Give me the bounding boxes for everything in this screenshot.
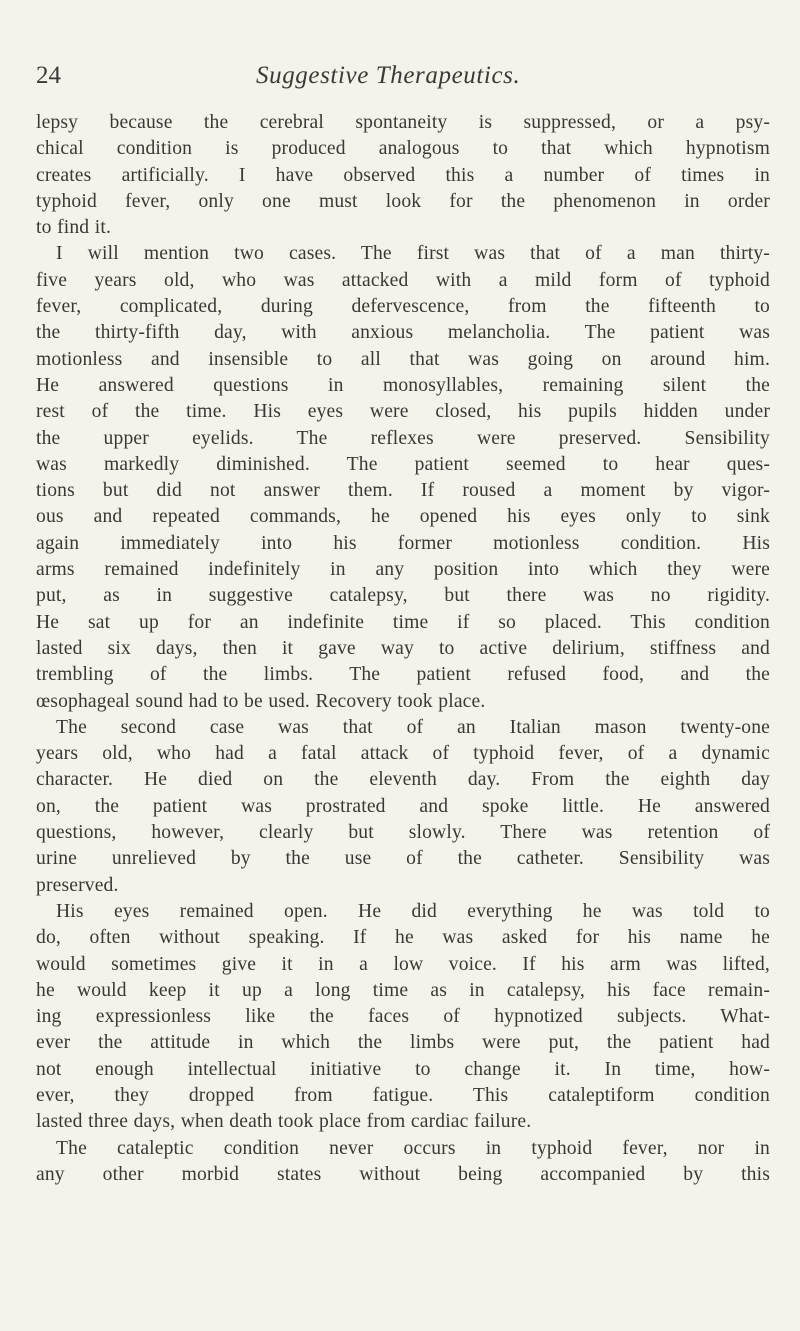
text-line: ever the attitude in which the limbs were put, the patient had — [36, 1032, 770, 1054]
text-line: His eyes remained open. He did everything he was told to — [56, 900, 770, 922]
text-line: He answered questions in monosyllables, remaining silent the — [36, 374, 770, 396]
text-line: lasted three days, when death took place from cardiac failure. — [36, 1111, 532, 1133]
text-line: he would keep it up a long time as in catalepsy, his face remain- — [36, 979, 770, 1001]
text-line: again immediately into his former motionless condition. His — [36, 532, 770, 554]
text-line: would sometimes give it in a low voice. If his arm was lifted, — [36, 953, 770, 975]
text-line: typhoid fever, only one must look for the phenomenon in order — [36, 190, 770, 212]
running-title: Suggestive Therapeutics. — [256, 62, 521, 89]
text-line: tions but did not answer them. If roused a moment by vigor- — [36, 480, 770, 502]
text-line: not enough intellectual initiative to change it. In time, how- — [36, 1058, 770, 1080]
text-line: trembling of the limbs. The patient refused food, and the — [36, 664, 770, 686]
text-line: fever, complicated, during defervescence, from the fifteenth to — [36, 296, 770, 318]
text-line: motionless and insensible to all that was going on around him. — [36, 348, 770, 370]
text-line: ever, they dropped from fatigue. This cataleptiform condition — [36, 1084, 770, 1106]
running-head — [36, 62, 776, 102]
text-line: The second case was that of an Italian mason twenty-one — [56, 716, 770, 738]
text-line: was markedly diminished. The patient seemed to hear ques- — [36, 453, 770, 475]
text-line: lasted six days, then it gave way to active delirium, stiffness and — [36, 637, 770, 659]
text-line: rest of the time. His eyes were closed, his pupils hidden under — [36, 401, 770, 423]
text-line: to find it. — [36, 217, 112, 239]
text-line: He sat up for an indefinite time if so placed. This condition — [36, 611, 770, 633]
text-line: character. He died on the eleventh day. From the eighth day — [36, 769, 770, 791]
text-line: put, as in suggestive catalepsy, but there was no rigidity. — [36, 585, 770, 607]
text-line: I will mention two cases. The first was that of a man thirty- — [56, 243, 770, 265]
text-line: chical condition is produced analogous to that which hypnotism — [36, 138, 770, 160]
text-line: questions, however, clearly but slowly. There was retention of — [36, 822, 770, 844]
text-line: preserved. — [36, 874, 119, 896]
text-line: urine unrelieved by the use of the catheter. Sensibility was — [36, 848, 770, 870]
body-text — [36, 110, 770, 1188]
text-line: five years old, who was attacked with a mild form of typhoid — [36, 269, 770, 291]
text-line: the upper eyelids. The reflexes were preserved. Sensibility — [36, 427, 770, 449]
text-line: œsophageal sound had to be used. Recovery took place. — [36, 690, 486, 712]
text-line: ing expressionless like the faces of hypnotized subjects. What- — [36, 1006, 770, 1028]
text-line: lepsy because the cerebral spontaneity is suppressed, or a psy- — [36, 112, 770, 133]
text-line: do, often without speaking. If he was asked for his name he — [36, 927, 770, 949]
text-line: ous and repeated commands, he opened his eyes only to sink — [36, 506, 770, 528]
text-line: on, the patient was prostrated and spoke little. He answered — [36, 795, 770, 817]
text-line: The cataleptic condition never occurs in typhoid fever, nor in — [56, 1137, 770, 1159]
text-line: any other morbid states without being accompanied by this — [36, 1163, 770, 1185]
text-line: years old, who had a fatal attack of typhoid fever, of a dynamic — [36, 743, 770, 765]
text-line: the thirty-fifth day, with anxious melancholia. The patient was — [36, 322, 770, 344]
text-line: creates artificially. I have observed this a number of times in — [36, 164, 770, 186]
text-line: arms remained indefinitely in any position into which they were — [36, 559, 770, 581]
page-number: 24 — [36, 62, 61, 89]
